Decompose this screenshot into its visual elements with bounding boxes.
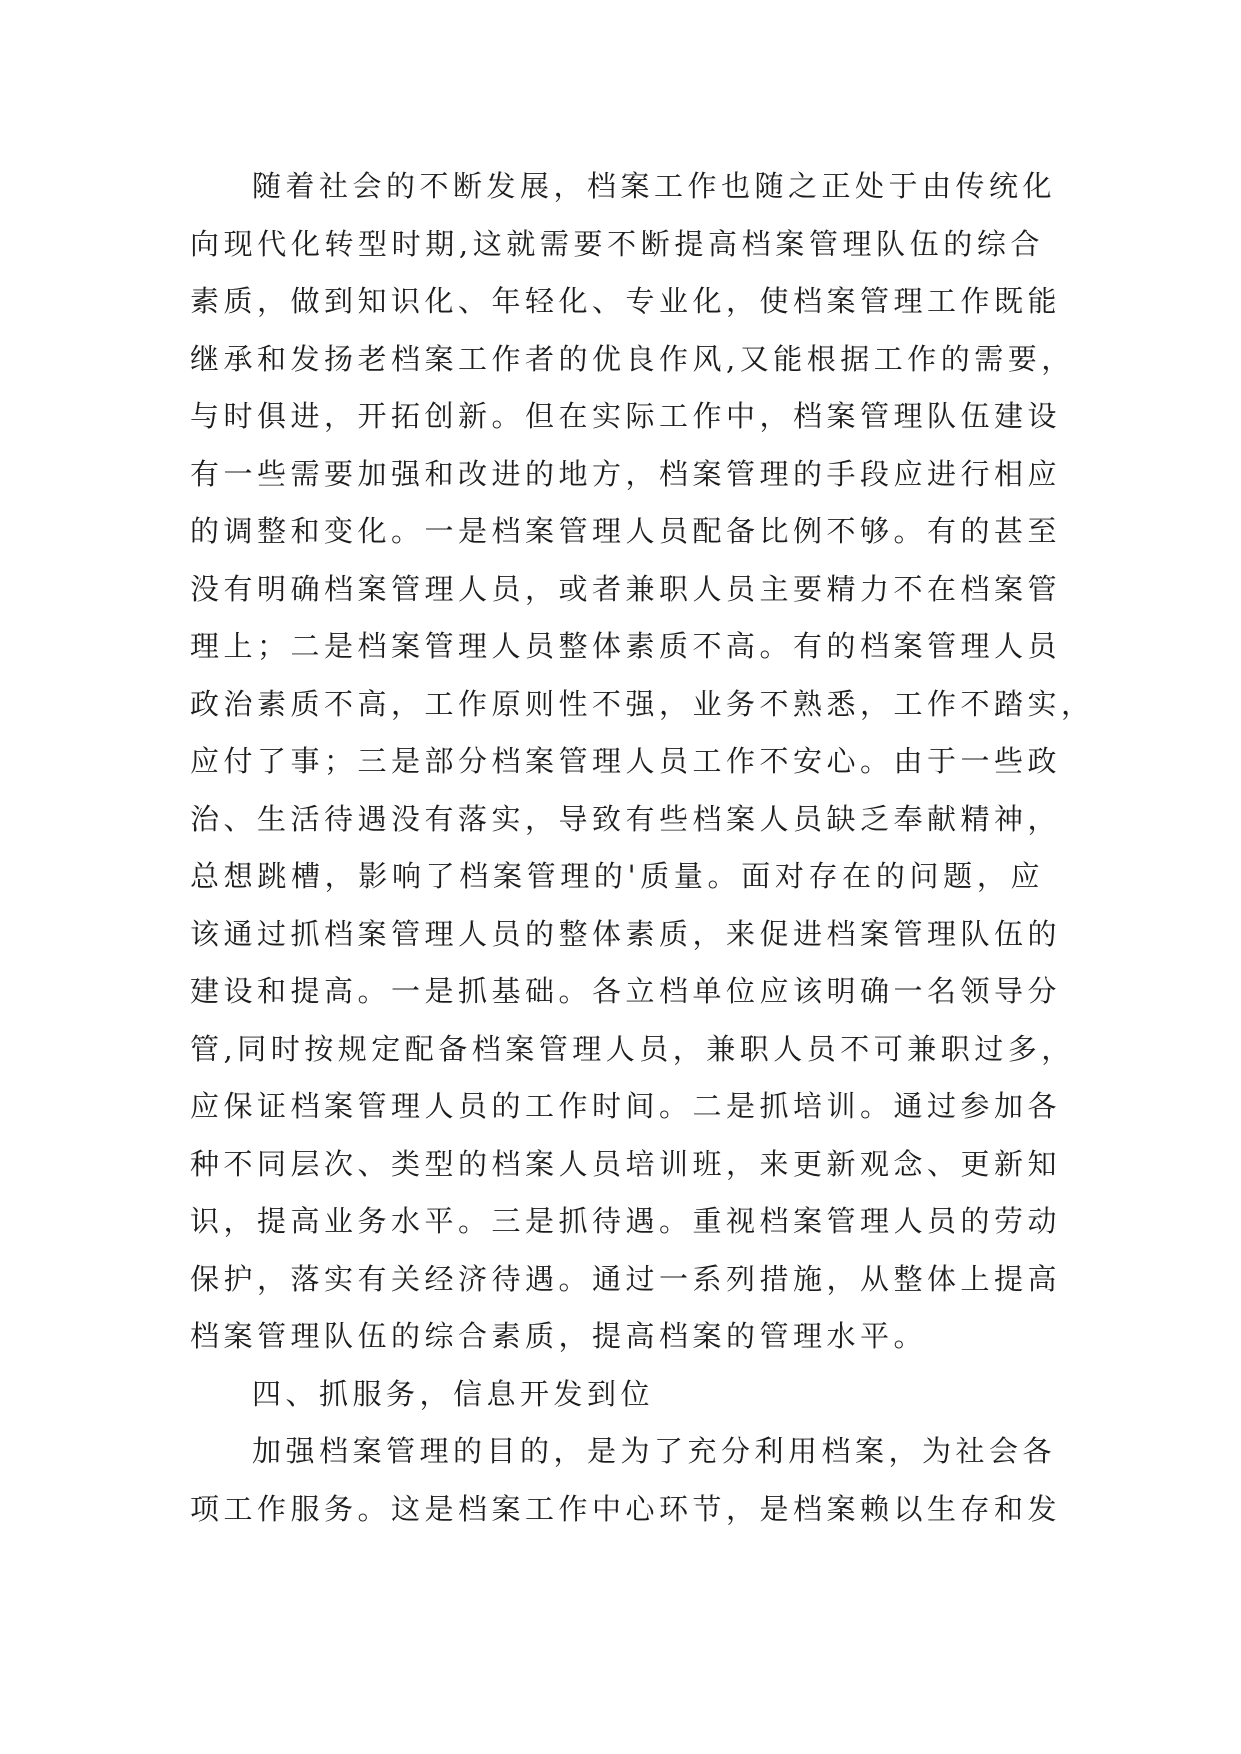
text-line: 加强档案管理的目的，是为了充分利用档案，为社会各 [252,1434,1057,1468]
text-line: 素质，做到知识化、年轻化、专业化，使档案管理工作既能 [190,284,1062,318]
text-line: 应付了事；三是部分档案管理人员工作不安心。由于一些政 [190,744,1062,778]
paragraph [190,1423,1062,1538]
text-line: 与时俱进，开拓创新。但在实际工作中，档案管理队伍建设 [190,399,1062,433]
text-line: 识，提高业务水平。三是抓待遇。重视档案管理人员的劳动 [190,1204,1062,1238]
text-line: 建设和提高。一是抓基础。各立档单位应该明确一名领导分 [190,974,1062,1008]
text-line: 随着社会的不断发展，档案工作也随之正处于由传统化 [252,169,1057,203]
text-line: 总想跳槽，影响了档案管理的'质量。面对存在的问题，应 [190,859,1044,893]
text-line: 的调整和变化。一是档案管理人员配备比例不够。有的甚至 [190,514,1062,548]
section-heading [190,1366,1044,1424]
text-line: 项工作服务。这是档案工作中心环节，是档案赖以生存和发 [190,1491,1062,1526]
text-line: 向现代化转型时期,这就需要不断提高档案管理队伍的综合 [190,226,1044,261]
text-line: 档案管理队伍的综合素质，提高档案的管理水平。 [190,1319,928,1353]
text-line: 应保证档案管理人员的工作时间。二是抓培训。通过参加各 [190,1089,1062,1123]
text-line: 保护，落实有关经济待遇。通过一系列措施，从整体上提高 [190,1261,1062,1296]
paragraph [190,158,1095,1366]
document-body [190,158,1095,1538]
text-line: 继承和发扬老档案工作者的优良作风,又能根据工作的需要， [190,341,1075,376]
text-line: 理上；二是档案管理人员整体素质不高。有的档案管理人员 [190,629,1062,663]
text-line: 有一些需要加强和改进的地方，档案管理的手段应进行相应 [190,456,1062,491]
text-line: 没有明确档案管理人员，或者兼职人员主要精力不在档案管 [190,571,1062,606]
text-line: 管,同时按规定配备档案管理人员，兼职人员不可兼职过多， [190,1031,1075,1066]
text-line: 种不同层次、类型的档案人员培训班，来更新观念、更新知 [190,1146,1062,1181]
text-line: 该通过抓档案管理人员的整体素质，来促进档案管理队伍的 [190,916,1062,951]
text-line: 政治素质不高，工作原则性不强，业务不熟悉，工作不踏实， [190,686,1095,721]
text-line: 治、生活待遇没有落实，导致有些档案人员缺乏奉献精神， [190,801,1062,836]
section-heading-text: 四、抓服务，信息开发到位 [252,1376,655,1411]
